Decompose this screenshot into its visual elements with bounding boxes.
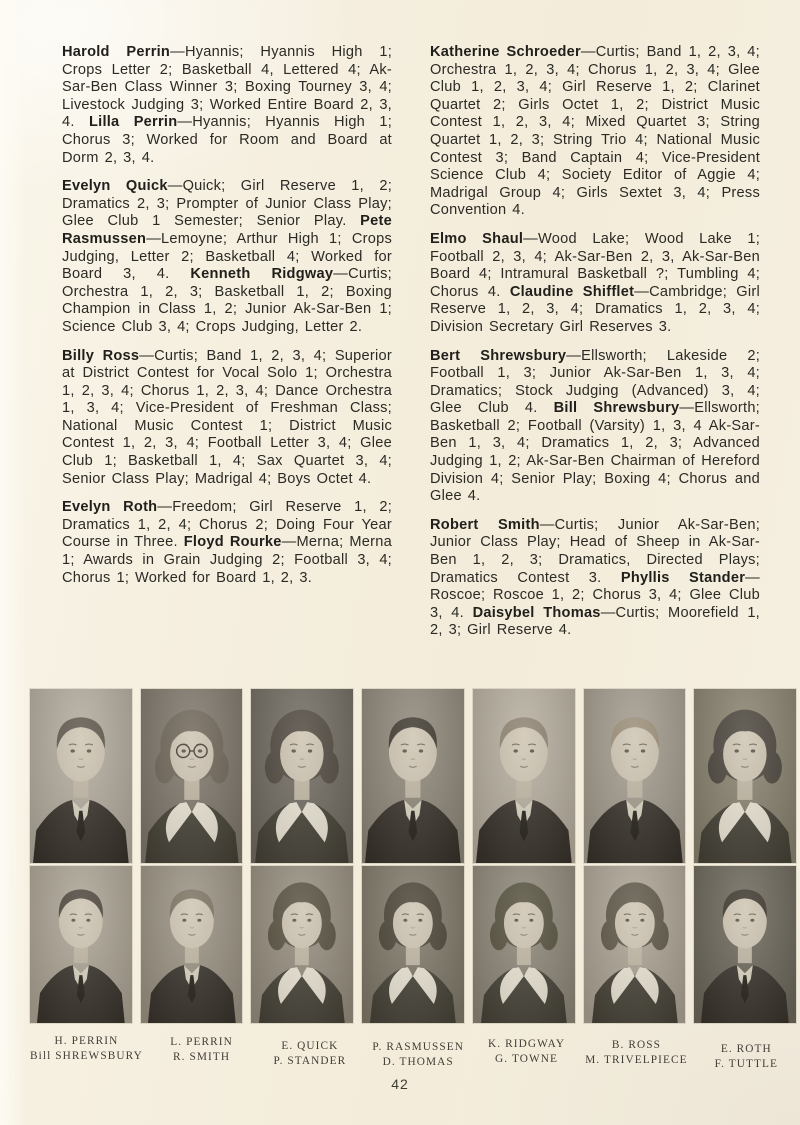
caption-name-bottom: D. THOMAS [382, 1056, 454, 1068]
caption-name-bottom: P. STANDER [273, 1055, 347, 1067]
photo-caption [585, 1028, 687, 1072]
student-entry: Bert Shrewsbury—Ellsworth; Lakeside 2; Football 1, 3; Junior Ak-Sar-Ben 1, 3, 4; Dramatics; Stock Judging (Advanced) 3, 4; Glee Club 4. Bill Shrewsbury—Ellsworth; Basketball 2; Football (Varsity) 1, 3, 4 Ak-Sar-Ben 1, 3, 4; Dramatics 1, 2, 3; Advanced Judging 1, 2; Ak-Sar-Ben Chairman of Hereford Division 4; Senior Play; Boxing 4; Chorus and Glee 4. [430, 347, 761, 505]
photo-caption [152, 1028, 251, 1072]
student-name: Billy Ross [62, 347, 140, 364]
caption-name-top: B. ROSS [611, 1039, 662, 1051]
student-entry: Billy Ross—Curtis; Band 1, 2, 3, 4; Superior at District Contest for Vocal Solo 1; Orchestra 1, 2, 3, 4; Chorus 1, 2, 3, 4; Dance Orchestra 1, 3, 4; Vice-President of Freshman Class; National Music Contest 1; District Music Contest 1, 2, 3, 4; Football Letter 3, 4; Glee Club 1; Basketball 1, 4; Sax Quartet 3, 4; Senior Class Play; Madrigal 4; Boys Octet 4. [62, 347, 392, 487]
photo-caption [260, 1028, 359, 1072]
student-entry: Evelyn Roth—Freedom; Girl Reserve 1, 2; Dramatics 1, 2, 4; Chorus 2; Doing Four Year Course in Three. Floyd Rourke—Merna; Merna 1; Awards in Grain Judging 2; Football 3, 4; Chorus 1; Worked for Board 1, 2, 3. [62, 499, 392, 586]
portrait-row-2 [30, 866, 796, 1023]
photo-caption [477, 1028, 576, 1072]
student-name: Bert Shrewsbury [430, 347, 567, 364]
portrait-h-perrin [30, 689, 132, 863]
portrait-e-quick [251, 689, 353, 863]
text-column-left [62, 44, 392, 651]
portrait-e-roth [694, 689, 796, 863]
portrait-bill-shrewsbury [30, 866, 132, 1023]
student-name: Lilla Perrin [88, 114, 178, 131]
student-name: Elmo Shaul [430, 230, 524, 247]
student-entry: Evelyn Quick—Quick; Girl Reserve 1, 2; Dramatics 2, 3; Prompter of Junior Class Play; Glee Club 1 Semester; Senior Play. Pete Rasmussen—Lemoyne; Arthur High 1; Crops Judging, Letter 2; Basketball 4; Worked for Board 3, 4. Kenneth Ridgway—Curtis; Orchestra 1, 2, 3; Basketball 1, 2; Boxing Champion in Class 1, 2; Junior Ak-Sar-Ben 1; Science Club 3, 4; Crops Judging, Letter 2. [62, 178, 392, 335]
page-number: 42 [391, 1076, 409, 1092]
student-name: Pete Rasmussen [62, 213, 392, 247]
caption-name-top: L. PERRIN [170, 1036, 233, 1048]
portrait-k-ridgway [473, 689, 575, 863]
student-name: Harold Perrin [62, 44, 171, 60]
portrait-b-ross [584, 689, 686, 863]
caption-name-bottom: R. SMITH [172, 1051, 231, 1063]
caption-name-bottom: M. TRIVELPIECE [585, 1054, 688, 1066]
portrait-row-1 [30, 689, 796, 863]
portrait-d-thomas [362, 866, 464, 1023]
student-name: Daisybel Thomas [472, 604, 601, 621]
portrait-l-perrin [141, 689, 243, 863]
student-name: Evelyn Roth [62, 499, 158, 516]
caption-name-top: H. PERRIN [54, 1035, 119, 1047]
student-name: Claudine Shifflet [509, 283, 635, 300]
photo-caption [369, 1028, 468, 1072]
caption-name-top: E. QUICK [281, 1040, 339, 1052]
text-column-right [430, 44, 760, 651]
portrait-f-tuttle [694, 866, 796, 1023]
scan-edge-highlight [0, 0, 26, 1125]
caption-name-top: K. RIDGWAY [487, 1038, 566, 1050]
student-entry: Robert Smith—Curtis; Junior Ak-Sar-Ben; Junior Class Play; Head of Sheep in Ak-Sar-Ben 1, 2, 3; Dramatics, Directed Plays; Dramatics Contest 3. Phyllis Stander—Roscoe; Roscoe 1, 2; Chorus 3, 4; Glee Club 3, 4. Daisybel Thomas—Curtis; Moorefield 1, 2, 3; Girl Reserve 4. [430, 516, 760, 639]
student-activity-text [62, 44, 760, 651]
caption-name-bottom: Bill SHREWSBURY [30, 1050, 143, 1062]
caption-name-bottom: G. TOWNE [495, 1053, 559, 1065]
student-name: Bill Shrewsbury [553, 400, 680, 417]
student-name: Robert Smith [430, 516, 540, 533]
student-name: Katherine Schroeder [430, 44, 581, 60]
student-name: Phyllis Stander [620, 569, 746, 586]
photo-caption [697, 1028, 796, 1072]
student-name: Kenneth Ridgway [190, 266, 334, 283]
portrait-m-trivelpiece [584, 866, 686, 1023]
photo-captions [30, 1028, 796, 1072]
caption-name-top: P. RASMUSSEN [372, 1041, 465, 1053]
student-name: Floyd Rourke [183, 534, 282, 551]
caption-name-top: E. ROTH [720, 1043, 772, 1055]
portrait-r-smith [141, 866, 243, 1023]
portrait-g-towne [473, 866, 575, 1023]
student-entry: Elmo Shaul—Wood Lake; Wood Lake 1; Football 2, 3, 4; Ak-Sar-Ben 2, 3, Ak-Sar-Ben Board 4; Intramural Basketball ?; Tumbling 4; Chorus 4. Claudine Shifflet—Cambridge; Girl Reserve 1, 2, 3, 4; Dramatics 1, 2, 3, 4; Division Secretary Girl Reserves 3. [430, 230, 760, 335]
portrait-p-rasmussen [362, 689, 464, 863]
caption-name-bottom: F. TUTTLE [714, 1058, 779, 1070]
student-name: Evelyn Quick [62, 178, 168, 195]
student-entry: Katherine Schroeder—Curtis; Band 1, 2, 3, 4; Orchestra 1, 2, 3, 4; Chorus 1, 2, 3, 4; Glee Club 1, 2, 3, 4; Girl Reserve 1, 2; Clarinet Quartet 2; Girls Octet 1, 2; District Music Contest 1, 2, 3, 4; Mixed Quartet 3; String Quartet 1, 2, 3; String Trio 4; National Music Contest 3; Band Captain 4; Vice-President Science Club 4; Society Editor of Aggie 4; Madrigal Group 4; Girls Sextet 3, 4; Press Convention 4. [430, 44, 760, 219]
photo-caption [30, 1028, 143, 1072]
student-entry: Harold Perrin—Hyannis; Hyannis High 1; Crops Letter 2; Basketball 4, Lettered 4; Ak-Sar-Ben Class Winner 3; Boxing Tourney 3, 4; Livestock Judging 3; Worked Entire Board 2, 3, 4. Lilla Perrin—Hyannis; Hyannis High 1; Chorus 3; Worked for Room and Board at Dorm 2, 3, 4. [62, 44, 393, 166]
portrait-p-stander [251, 866, 353, 1023]
